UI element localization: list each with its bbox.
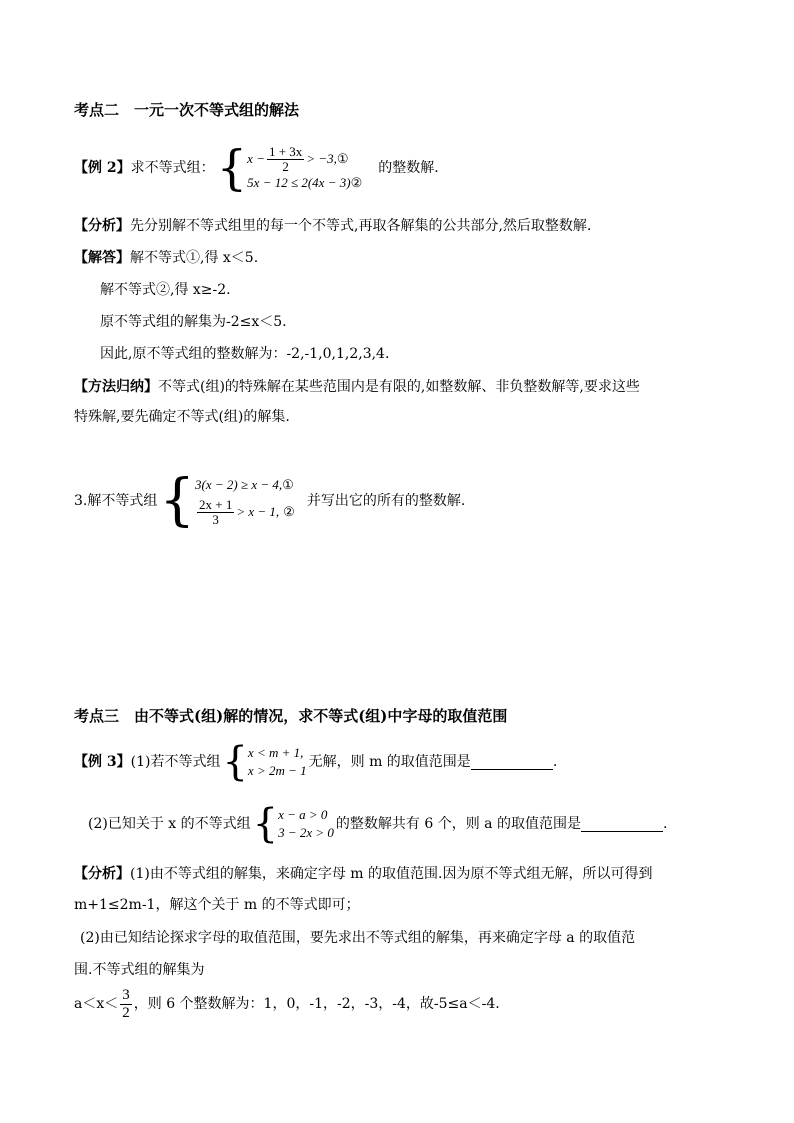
left-brace-icon: { bbox=[216, 140, 248, 196]
analysis-3-line-1: 【分析】(1)由不等式组的解集，来确定字母 m 的取值范围.因为原不等式组无解，所以可得到 bbox=[74, 866, 653, 882]
answer-blank-2[interactable] bbox=[581, 817, 663, 832]
fraction: $\frac{2x + 1}{3}$ bbox=[199, 496, 233, 527]
question-3-prefix: 3.解不等式组 bbox=[74, 493, 158, 509]
left-brace-icon: { bbox=[222, 739, 248, 785]
example-3-system-1: { x < m + 1, x > 2m − 1 bbox=[222, 739, 307, 785]
answer-blank-1[interactable] bbox=[471, 755, 553, 770]
answer-2-line-3: 原不等式组的解集为-2≤x＜5. bbox=[100, 314, 287, 330]
question-3-system bbox=[159, 468, 295, 533]
question-3-suffix: 并写出它的所有的整数解. bbox=[306, 493, 466, 509]
circled-one-mark: ① bbox=[336, 151, 349, 166]
question-3 bbox=[74, 468, 465, 534]
section-3-title: 考点三 由不等式(组)解的情况，求不等式(组)中字母的取值范围 bbox=[74, 707, 508, 725]
example-3-part-2: (2)已知关于 x 的不等式组 { x − a > 0 3 − 2x > 0 的整数解共有 6 个，则 a 的取值范围是 . bbox=[88, 801, 668, 847]
analysis-2-text: 先分别解不等式组里的每一个不等式,再取各解集的公共部分,然后取整数解. bbox=[130, 218, 592, 234]
method-label: 【方法归纳】 bbox=[74, 379, 158, 395]
analysis-2 bbox=[74, 216, 591, 236]
analysis-3-line-4: 围.不等式组的解集为 bbox=[74, 962, 205, 978]
left-brace-icon: { bbox=[159, 468, 195, 533]
example-2 bbox=[74, 140, 439, 196]
answer-2-label: 【解答】 bbox=[74, 250, 130, 266]
analysis-3-line-5: a＜x＜ $\frac{3}{2}$ ，则 6 个整数解为：1，0，-1，-2，-3，-4，故-5≤a＜-4. bbox=[74, 986, 500, 1021]
analysis-2-label: 【分析】 bbox=[74, 218, 130, 234]
fraction: $\frac{1 + 3x}{2}$ bbox=[268, 143, 303, 174]
answer-2-line-4: 因此,原不等式组的整数解为：-2,-1,0,1,2,3,4. bbox=[100, 346, 390, 362]
example-2-suffix: 的整数解. bbox=[378, 160, 439, 176]
method-line-2: 特殊解,要先确定不等式(组)的解集. bbox=[74, 409, 290, 425]
question-3-ineq-1: 3(x − 2) ≥ x − 4, ① bbox=[195, 476, 294, 492]
circled-one-mark: ① bbox=[282, 476, 294, 492]
circled-two-mark: ② bbox=[350, 174, 363, 190]
answer-2-line-1: 【解答】解不等式①,得 x＜5. bbox=[74, 250, 259, 266]
example-3-label: 【例 3】 bbox=[74, 754, 131, 770]
example-2-label: 【例 2】 bbox=[74, 160, 131, 176]
example-2-ineq-2: 5x − 12 ≤ 2(4x − 3) ② bbox=[247, 174, 363, 190]
answer-2-line-2: 解不等式②,得 x≥-2. bbox=[100, 282, 231, 298]
circled-two-mark: ② bbox=[283, 504, 295, 519]
example-3-part-1: 【例 3】 (1)若不等式组 { x < m + 1, x > 2m − 1 无解，则 m 的取值范围是 . bbox=[74, 739, 558, 785]
example-2-ineq-1: x − $\frac{1 + 3x}{2}$ > −3, ① bbox=[247, 143, 349, 174]
example-2-prompt: 求不等式组： bbox=[130, 160, 215, 176]
example-2-system bbox=[216, 140, 363, 196]
analysis-3-line-2: m+1≤2m-1，解这个关于 m 的不等式即可； bbox=[74, 897, 360, 913]
method-line-1: 【方法归纳】不等式(组)的特殊解在某些范围内是有限的,如整数解、非负整数解等,要求这些 bbox=[74, 379, 640, 395]
fraction: $\frac{3}{2}$ bbox=[122, 986, 130, 1021]
left-brace-icon: { bbox=[252, 801, 279, 847]
section-2-title: 考点二 一元一次不等式组的解法 bbox=[74, 101, 300, 119]
analysis-3-label: 【分析】 bbox=[74, 866, 130, 882]
analysis-3-line-3: (2)由已知结论探求字母的取值范围，要先求出不等式组的解集，再来确定字母 a 的取值范 bbox=[80, 930, 636, 946]
question-3-ineq-2: $\frac{2x + 1}{3}$ > x − 1, ② bbox=[199, 496, 295, 527]
example-3-system-2: { x − a > 0 3 − 2x > 0 bbox=[252, 801, 334, 847]
